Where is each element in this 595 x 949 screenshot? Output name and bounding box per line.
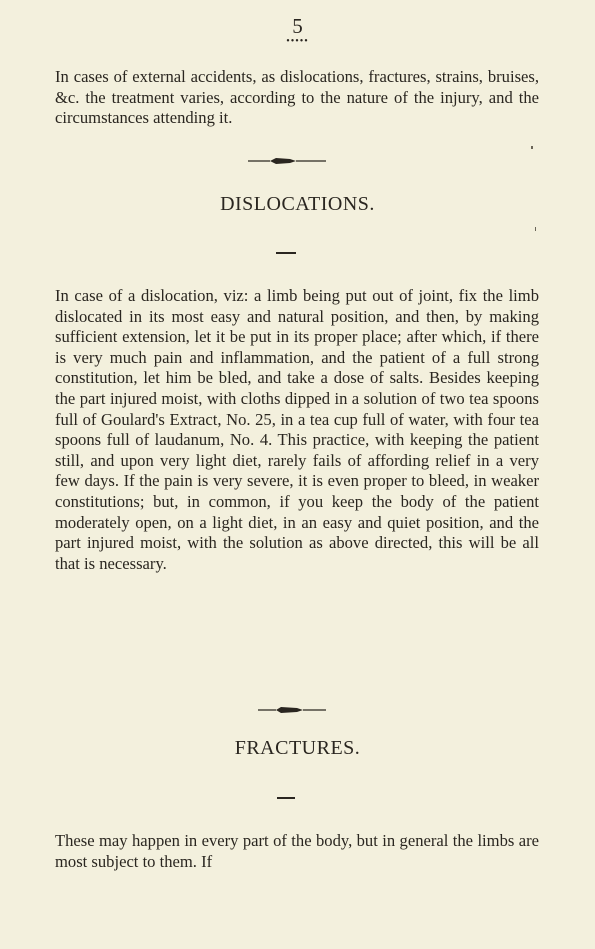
heading-rule — [277, 797, 295, 799]
ink-speck — [531, 146, 533, 149]
heading-rule — [276, 252, 296, 254]
fractures-paragraph: These may happen in every part of the body, but in general the limbs are most subject to them. If — [55, 831, 539, 871]
ink-speck — [535, 227, 536, 231]
ornament-divider — [0, 705, 595, 715]
intro-paragraph: In cases of external accidents, as dislocations, fractures, strains, bruises, &c. the treatment varies, according to the nature of the injury, and the circumstances attending it. — [55, 67, 539, 128]
dislocation-paragraph: In case of a dislocation, viz: a limb being put out of joint, fix the limb dislocated in its most easy and natural position, and then, by making sufficient extension, let it be put in its proper place; after which, if there is very much pain and inflammation, and the patient of a full strong constitution, let him be bled, and take a dose of salts. Besides keeping the part injured moist, with cloths dipped in a solution of two tea spoons full of Goulard's Extract, No. 25, in a tea cup full of water, with four tea spoons full of laudanum, No. 4. This practice, with keeping the patient still, and upon very light diet, rarely fails of affording relief in a very few days. If the pain is very severe, it is even proper to bleed, in weaker constitutions; but, in common, if you keep the body of the patient moderately open, on a light diet, in an easy and quiet position, and the part injured moist, with the solution as above directed, this will be all that is necessary. — [55, 286, 539, 573]
section-heading-dislocations: DISLOCATIONS. — [220, 193, 375, 215]
decorative-dots: ••••• — [286, 36, 309, 47]
ornament-divider — [0, 156, 595, 166]
page-number: 5 — [292, 14, 303, 38]
section-heading-fractures: FRACTURES. — [234, 737, 361, 759]
